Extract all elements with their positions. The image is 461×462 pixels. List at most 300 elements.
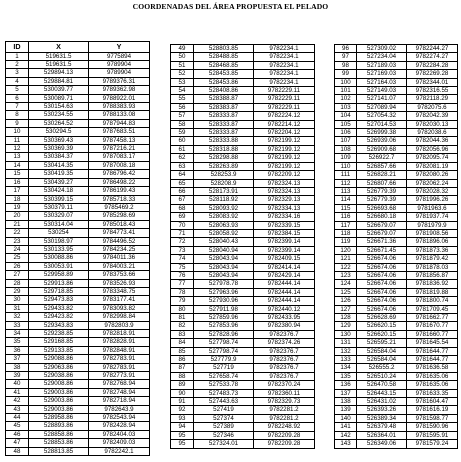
cell-y: 9782284.28 (407, 61, 458, 69)
cell-x: 526679.07 (357, 229, 407, 237)
table-row (335, 196, 458, 204)
table-row (171, 423, 315, 431)
cell-id: 141 (335, 423, 357, 431)
cell-y: 9782324.13 (254, 179, 315, 187)
cell-x: 530369.39 (29, 145, 89, 153)
cell-id: 31 (6, 304, 29, 312)
cell-id: 81 (171, 314, 194, 322)
table-row (171, 314, 315, 322)
table-row (335, 171, 458, 179)
cell-id: 142 (335, 431, 357, 439)
cell-y: 9781644.77 (407, 347, 458, 355)
table-row (335, 112, 458, 120)
cell-y: 9782081.19 (407, 162, 458, 170)
cell-id: 29 (6, 287, 29, 295)
table-row (6, 111, 150, 119)
cell-y: 9782229.11 (254, 87, 315, 95)
cell-y: 9781670.77 (407, 322, 458, 330)
cell-y: 9785469.2 (89, 203, 150, 211)
cell-id: 106 (335, 129, 357, 137)
table-row (171, 70, 315, 78)
table-row (335, 372, 458, 380)
cell-y: 9782429.14 (254, 271, 315, 279)
document-title: COORDENADAS DEL ÁREA PROPUESTA EL PELADO (132, 2, 329, 11)
cell-y: 9782404.03 (89, 430, 150, 438)
table-row (6, 170, 150, 178)
cell-y: 9789904 (89, 61, 150, 69)
cell-id: 113 (335, 187, 357, 195)
cell-id: 87 (171, 364, 194, 372)
cell-x: 526674.06 (357, 271, 407, 279)
cell-id: 2 (6, 61, 29, 69)
table-row (6, 254, 150, 262)
cell-y: 9782643.9 (89, 405, 150, 413)
table-row (6, 439, 150, 447)
cell-y: 9786498.22 (89, 178, 150, 186)
cell-id: 124 (335, 280, 357, 288)
cell-x: 526779.39 (357, 187, 407, 195)
table-row (171, 280, 315, 288)
cell-y: 9782234.1 (254, 61, 315, 69)
cell-id: 64 (171, 171, 194, 179)
table-row (171, 162, 315, 170)
cell-y: 9775894 (89, 52, 150, 60)
cell-id: 73 (171, 246, 194, 254)
cell-x: 528858.86 (29, 430, 89, 438)
table-row (6, 313, 150, 321)
cell-y: 9782244.27 (407, 45, 458, 53)
cell-y: 9782374.26 (254, 339, 315, 347)
cell-x: 527309.02 (357, 45, 407, 53)
table-row (6, 77, 150, 85)
cell-y: 9784011.36 (89, 254, 150, 262)
cell-x: 528040.94 (194, 246, 254, 254)
cell-x: 528298.88 (194, 154, 254, 162)
table-row (6, 422, 150, 430)
cell-id: 47 (6, 439, 29, 447)
cell-id: 139 (335, 406, 357, 414)
cell-y: 9782118.29 (407, 95, 458, 103)
cell-y: 9785018.43 (89, 220, 150, 228)
table-row (171, 213, 315, 221)
table-row (6, 237, 150, 245)
cell-id: 118 (335, 229, 357, 237)
cell-y: 9781633.35 (407, 389, 458, 397)
cell-x: 529003.86 (29, 405, 89, 413)
table-row (335, 78, 458, 86)
cell-x: 530234.55 (29, 111, 89, 119)
cell-y: 9789376.31 (89, 77, 150, 85)
table-row (6, 363, 150, 371)
cell-x: 529133.85 (29, 346, 89, 354)
table-row (6, 287, 150, 295)
cell-id: 8 (6, 111, 29, 119)
cell-id: 5 (6, 86, 29, 94)
cell-id: 109 (335, 154, 357, 162)
cell-x: 528043.94 (194, 255, 254, 263)
cell-id: 129 (335, 322, 357, 330)
cell-id: 76 (171, 271, 194, 279)
cell-y: 9781709.45 (407, 305, 458, 313)
cell-id: 17 (6, 187, 29, 195)
table-row (335, 70, 458, 78)
cell-y: 9782360.11 (254, 389, 315, 397)
table-row (335, 213, 458, 221)
table-row (171, 120, 315, 128)
cell-id: 107 (335, 137, 357, 145)
cell-x: 527324.01 (194, 440, 254, 448)
cell-x: 530419.35 (29, 170, 89, 178)
cell-x: 529343.83 (29, 321, 89, 329)
cell-id: 36 (6, 346, 29, 354)
cell-x: 528813.85 (29, 447, 89, 455)
cell-id: 35 (6, 338, 29, 346)
table-row (171, 238, 315, 246)
cell-y: 9782998.84 (89, 313, 150, 321)
cell-x: 528318.88 (194, 145, 254, 153)
table-row (6, 380, 150, 388)
cell-y: 9782234.1 (254, 78, 315, 86)
cell-x: 528453.85 (194, 70, 254, 78)
cell-x: 526674.06 (357, 305, 407, 313)
cell-y: 9782409.03 (89, 439, 150, 447)
cell-x: 526470.58 (357, 381, 407, 389)
cell-x: 527164.03 (357, 78, 407, 86)
cell-y: 9782095.74 (407, 154, 458, 162)
cell-x: 530399.15 (29, 195, 89, 203)
table-row (6, 195, 150, 203)
cell-y: 9782803.9 (89, 321, 150, 329)
cell-x: 526671.36 (357, 238, 407, 246)
cell-y: 9782269.28 (407, 70, 458, 78)
cell-y: 9782370.24 (254, 381, 315, 389)
cell-y: 9782428.94 (89, 422, 150, 430)
cell-id: 120 (335, 246, 357, 254)
table-row (171, 53, 315, 61)
cell-y: 9782376.7 (254, 330, 315, 338)
table-row (171, 406, 315, 414)
table-row (6, 346, 150, 354)
cell-id: 18 (6, 195, 29, 203)
cell-id: 9 (6, 119, 29, 127)
cell-y: 9782038.6 (407, 129, 458, 137)
cell-id: 1 (6, 52, 29, 60)
cell-y: 9787216.21 (89, 145, 150, 153)
cell-id: 33 (6, 321, 29, 329)
table-row (171, 229, 315, 237)
cell-id: 69 (171, 213, 194, 221)
cell-x: 528093.92 (194, 204, 254, 212)
table-row (335, 187, 458, 195)
cell-y: 9781963.6 (407, 204, 458, 212)
cell-y: 9782028.32 (407, 187, 458, 195)
cell-id: 6 (6, 94, 29, 102)
table-row (171, 95, 315, 103)
cell-id: 50 (171, 53, 194, 61)
cell-x: 530379.11 (29, 203, 89, 211)
cell-y: 9789904 (89, 69, 150, 77)
cell-x: 527014.53 (357, 120, 407, 128)
cell-y: 9781896.06 (407, 238, 458, 246)
table-row (335, 423, 458, 431)
cell-id: 11 (6, 136, 29, 144)
table-row (171, 129, 315, 137)
table-row (6, 103, 150, 111)
table-row (6, 69, 150, 77)
table-row (335, 347, 458, 355)
cell-id: 105 (335, 120, 357, 128)
cell-y: 9781800.74 (407, 297, 458, 305)
table-row (171, 347, 315, 355)
cell-x: 528958.86 (29, 414, 89, 422)
header-x: X (29, 42, 89, 53)
cell-id: 24 (6, 245, 29, 253)
table-row (6, 372, 150, 380)
cell-id: 58 (171, 120, 194, 128)
cell-id: 21 (6, 220, 29, 228)
cell-id: 79 (171, 297, 194, 305)
cell-id: 83 (171, 330, 194, 338)
cell-id: 44 (6, 414, 29, 422)
table-row (6, 153, 150, 161)
cell-id: 125 (335, 288, 357, 296)
cell-id: 134 (335, 364, 357, 372)
table-row (335, 229, 458, 237)
cell-x: 526679.07 (357, 221, 407, 229)
cell-x: 530314.04 (29, 220, 89, 228)
cell-id: 77 (171, 280, 194, 288)
cell-x: 526922.7 (357, 154, 407, 162)
cell-id: 42 (6, 397, 29, 405)
table-row (6, 304, 150, 312)
table-row (335, 162, 458, 170)
cell-x: 527374 (194, 414, 254, 422)
cell-id: 138 (335, 398, 357, 406)
cell-y: 9782376.7 (254, 364, 315, 372)
cell-x: 528040.43 (194, 238, 254, 246)
cell-y: 9782199.12 (254, 137, 315, 145)
cell-x: 527483.73 (194, 389, 254, 397)
cell-x: 526628.69 (357, 314, 407, 322)
table-row (335, 53, 458, 61)
cell-x: 526389.34 (357, 414, 407, 422)
cell-y: 9782768.94 (89, 380, 150, 388)
cell-id: 91 (171, 398, 194, 406)
cell-x: 530133.95 (29, 245, 89, 253)
table-row (171, 78, 315, 86)
table-row (6, 94, 150, 102)
cell-x: 528468.85 (194, 61, 254, 69)
table-row (335, 255, 458, 263)
cell-id: 7 (6, 103, 29, 111)
cell-y: 9788922.01 (89, 94, 150, 102)
table-header-row (6, 42, 150, 53)
cell-y: 9787683.51 (89, 128, 150, 136)
cell-id: 99 (335, 70, 357, 78)
cell-x: 527234.04 (357, 53, 407, 61)
table-row (6, 414, 150, 422)
cell-y: 9781979.9 (407, 221, 458, 229)
table-row (171, 414, 315, 422)
table-row (335, 95, 458, 103)
table-row (171, 297, 315, 305)
cell-x: 530039.77 (29, 86, 89, 94)
cell-id: 54 (171, 87, 194, 95)
cell-id: 59 (171, 129, 194, 137)
table-row (171, 103, 315, 111)
cell-x: 528408.86 (194, 87, 254, 95)
table-row (335, 179, 458, 187)
table-row (171, 356, 315, 364)
cell-y: 9781879.42 (407, 255, 458, 263)
cell-id: 90 (171, 389, 194, 397)
cell-x: 528043.94 (194, 263, 254, 271)
cell-id: 48 (6, 447, 29, 455)
cell-id: 39 (6, 372, 29, 380)
cell-y: 9782199.12 (254, 145, 315, 153)
cell-x: 526364.01 (357, 431, 407, 439)
cell-id: 75 (171, 263, 194, 271)
cell-x: 526674.06 (357, 280, 407, 288)
cell-y: 9781635.06 (407, 372, 458, 380)
cell-id: 62 (171, 154, 194, 162)
cell-id: 72 (171, 238, 194, 246)
cell-id: 136 (335, 381, 357, 389)
cell-y: 9783177.41 (89, 296, 150, 304)
cell-id: 25 (6, 254, 29, 262)
cell-y: 9782773.91 (89, 372, 150, 380)
cell-id: 74 (171, 255, 194, 263)
table-row (335, 280, 458, 288)
table-row (171, 196, 315, 204)
cell-x: 526939.06 (357, 137, 407, 145)
cell-y: 9784003.21 (89, 262, 150, 270)
cell-y: 9781873.36 (407, 246, 458, 254)
cell-id: 93 (171, 414, 194, 422)
cell-id: 127 (335, 305, 357, 313)
table-row (335, 204, 458, 212)
cell-y: 9782324.13 (254, 187, 315, 195)
cell-y: 9781856.87 (407, 271, 458, 279)
cell-x: 527853.96 (194, 322, 254, 330)
cell-y: 9782748.94 (89, 388, 150, 396)
cell-id: 43 (6, 405, 29, 413)
cell-x: 527719 (194, 364, 254, 372)
cell-id: 28 (6, 279, 29, 287)
cell-y: 9782414.14 (254, 263, 315, 271)
cell-y: 9789362.98 (89, 86, 150, 94)
cell-y: 9782242.1 (89, 447, 150, 455)
cell-id: 46 (6, 430, 29, 438)
cell-id: 68 (171, 204, 194, 212)
cell-id: 126 (335, 297, 357, 305)
cell-y: 9782234.1 (254, 70, 315, 78)
cell-y: 9781660.77 (407, 330, 458, 338)
cell-id: 57 (171, 112, 194, 120)
cell-x: 530329.07 (29, 212, 89, 220)
table-row (6, 203, 150, 211)
cell-x: 528388.87 (194, 95, 254, 103)
cell-id: 30 (6, 296, 29, 304)
cell-id: 94 (171, 423, 194, 431)
cell-x: 526674.06 (357, 263, 407, 271)
cell-y: 9782440.12 (254, 305, 315, 313)
table-row (6, 338, 150, 346)
table-row (335, 103, 458, 111)
cell-id: 97 (335, 53, 357, 61)
cell-y: 9782828.91 (89, 338, 150, 346)
cell-id: 95 (171, 440, 194, 448)
cell-y: 9781579.24 (407, 440, 458, 448)
cell-y: 9781636.58 (407, 364, 458, 372)
cell-id: 110 (335, 162, 357, 170)
cell-x: 527169.03 (357, 70, 407, 78)
cell-y: 9782248.92 (254, 423, 315, 431)
cell-x: 530384.37 (29, 153, 89, 161)
table-row (6, 145, 150, 153)
cell-x: 530089.71 (29, 94, 89, 102)
cell-id: 115 (335, 204, 357, 212)
table-row (335, 305, 458, 313)
cell-x: 527828.96 (194, 330, 254, 338)
table-row (171, 322, 315, 330)
cell-x: 528488.85 (194, 53, 254, 61)
cell-id: 53 (171, 78, 194, 86)
cell-x: 528208.9 (194, 179, 254, 187)
cell-y: 9782209.28 (254, 440, 315, 448)
table-row (171, 204, 315, 212)
cell-y: 9782030.13 (407, 120, 458, 128)
cell-x: 519631.5 (29, 61, 89, 69)
table-row (6, 128, 150, 136)
cell-x: 526671.45 (357, 246, 407, 254)
cell-y: 9786796.42 (89, 170, 150, 178)
cell-x: 526909.68 (357, 145, 407, 153)
cell-y: 9781996.26 (407, 196, 458, 204)
cell-y: 9781908.56 (407, 229, 458, 237)
table-row (335, 440, 458, 448)
table-row (6, 447, 150, 455)
table-row (171, 330, 315, 338)
table-row (171, 87, 315, 95)
cell-id: 10 (6, 128, 29, 136)
header-id: ID (6, 42, 29, 53)
cell-x: 526393.26 (357, 406, 407, 414)
table-row (171, 145, 315, 153)
cell-id: 122 (335, 263, 357, 271)
cell-x: 527419 (194, 406, 254, 414)
cell-x: 530053.91 (29, 262, 89, 270)
table-row (171, 389, 315, 397)
cell-id: 23 (6, 237, 29, 245)
cell-id: 20 (6, 212, 29, 220)
cell-id: 85 (171, 347, 194, 355)
cell-y: 9781662.77 (407, 314, 458, 322)
table-row (335, 61, 458, 69)
cell-id: 116 (335, 213, 357, 221)
cell-x: 529168.85 (29, 338, 89, 346)
cell-x: 526620.15 (357, 322, 407, 330)
cell-id: 114 (335, 196, 357, 204)
cell-y: 9785298.69 (89, 212, 150, 220)
table-row (335, 87, 458, 95)
cell-x: 529894.13 (29, 69, 89, 77)
cell-id: 86 (171, 356, 194, 364)
cell-x: 528083.92 (194, 213, 254, 221)
cell-id: 103 (335, 103, 357, 111)
cell-x: 527443.63 (194, 398, 254, 406)
cell-id: 19 (6, 203, 29, 211)
